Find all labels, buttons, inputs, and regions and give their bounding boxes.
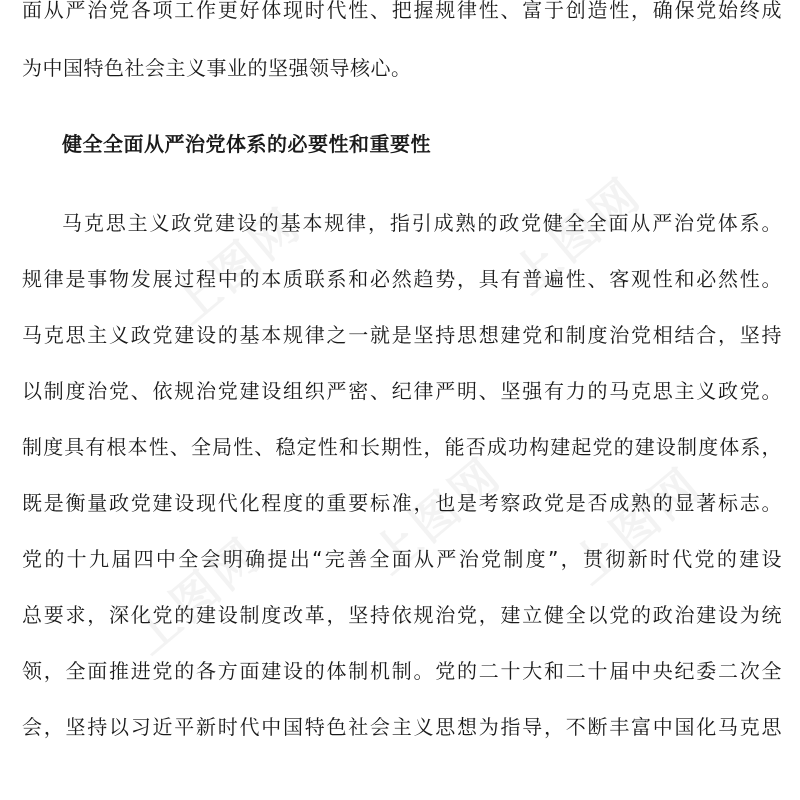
paragraph-line: 总要求，深化党的建设制度改革，坚持依规治党，建立健全以党的政治建设为统	[22, 603, 782, 627]
paragraph-line: 马克思主义政党建设的基本规律，指引成熟的政党健全全面从严治党体系。	[62, 211, 782, 235]
paragraph-line: 领，全面推进党的各方面建设的体制机制。党的二十大和二十届中央纪委二次全	[22, 659, 782, 683]
text-line: 为中国特色社会主义事业的坚强领导核心。	[22, 56, 412, 80]
watermark: 上图网	[162, 196, 312, 335]
paragraph-line: 以制度治党、依规治党建设组织严密、纪律严明、坚强有力的马克思主义政党。	[22, 379, 782, 403]
watermark: 上图网	[122, 526, 272, 665]
paragraph-line: 既是衡量政党建设现代化程度的重要标准，也是考察政党是否成熟的显著标志。	[22, 491, 782, 515]
watermark: 上图网	[562, 456, 712, 595]
section-heading: 健全全面从严治党体系的必要性和重要性	[62, 132, 431, 156]
text-line: 面从严治党各项工作更好体现时代性、把握规律性、富于创造性，确保党始终成	[22, 0, 782, 22]
paragraph-line: 马克思主义政党建设的基本规律之一就是坚持思想建党和制度治党相结合，坚持	[22, 323, 782, 347]
watermark: 上图网	[362, 446, 512, 585]
paragraph-line: 规律是事物发展过程中的本质联系和必然趋势，具有普遍性、客观性和必然性。	[22, 267, 782, 291]
paragraph-line: 会，坚持以习近平新时代中国特色社会主义思想为指导，不断丰富中国化马克思	[22, 715, 782, 739]
paragraph-line: 制度具有根本性、全局性、稳定性和长期性，能否成功构建起党的建设制度体系，	[22, 435, 782, 459]
watermark: 上图网	[502, 166, 652, 305]
paragraph-line: 党的十九届四中全会明确提出“完善全面从严治党制度”，贯彻新时代党的建设	[22, 547, 782, 571]
